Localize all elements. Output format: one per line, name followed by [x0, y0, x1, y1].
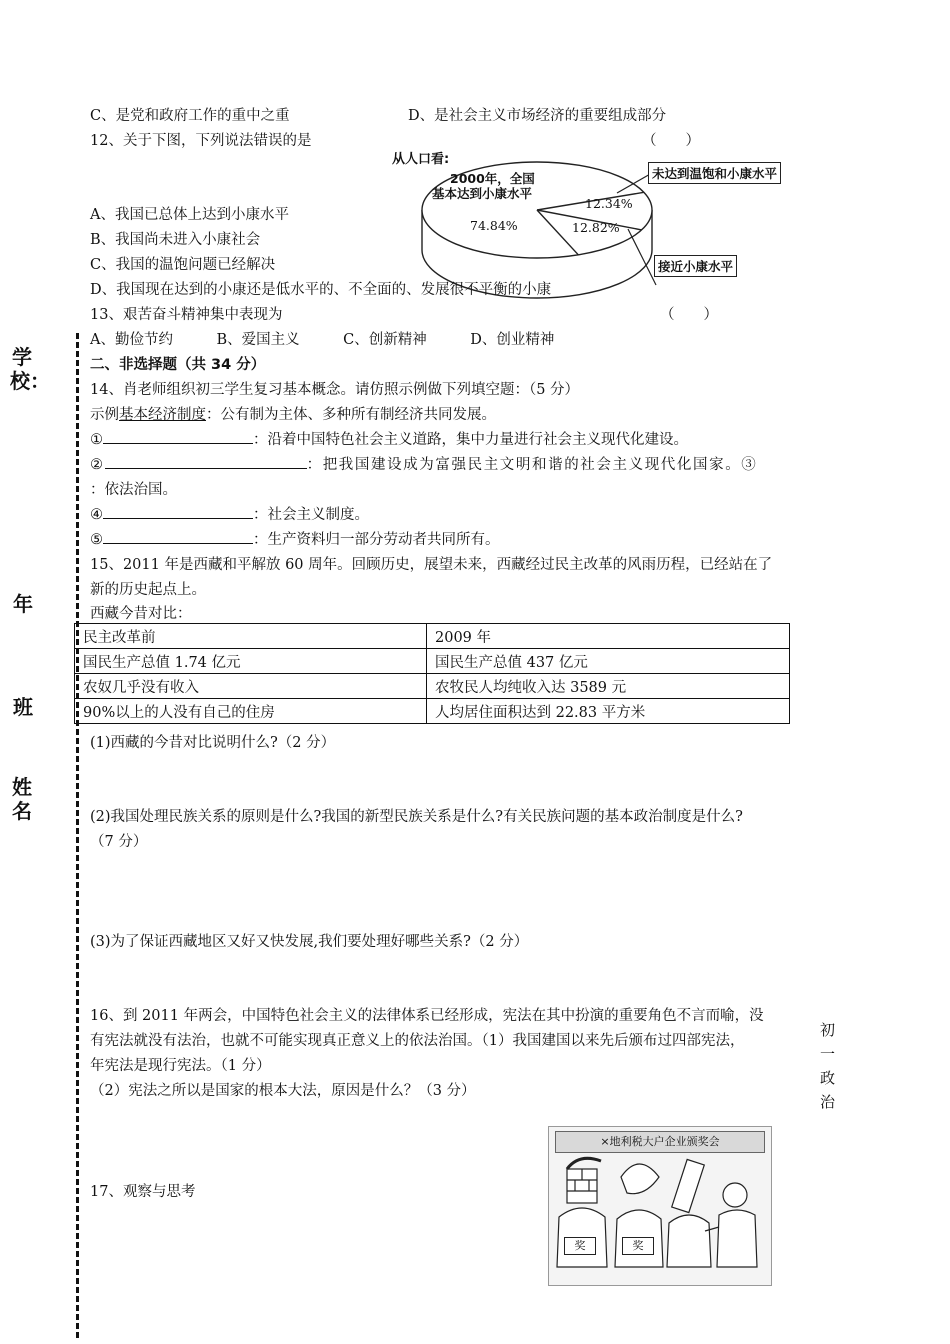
q15-stem-line-1: 15、2011 年是西藏和平解放 60 周年。回顾历史，展望未来，西藏经过民主改革的风雨历程，已经站在了	[90, 557, 773, 573]
pie-value-label: 74.84%	[470, 218, 518, 233]
q14-example-term: 基本经济制度	[119, 407, 206, 423]
q14-blank-1[interactable]	[103, 429, 253, 444]
table-cell: 90%以上的人没有自己的住房	[75, 699, 427, 724]
tibet-comparison-table	[74, 623, 790, 724]
right-margin-label	[820, 1018, 835, 1114]
q15-stem-line-2: 新的历史起点上。	[90, 582, 206, 598]
q14-example-def: ：公有制为主体、多种所有制经济共同发展。	[206, 407, 496, 423]
side-label-class: 班	[13, 695, 33, 719]
q14-item-5-mark: ⑤	[90, 532, 103, 548]
section2-title: 二、非选择题（共 34 分）	[90, 357, 266, 373]
q14-item-2-def: ：把我国建设成为富强民主文明和谐的社会主义现代化国家。③	[306, 457, 758, 473]
q14-item-3: ：依法治国。	[90, 482, 177, 498]
cartoon-badge-left-text: 奖	[574, 1239, 586, 1252]
pie-legend-1: 未达到温饱和小康水平	[648, 162, 781, 184]
side-label-grade: 年	[13, 592, 33, 616]
table-header-row	[75, 624, 790, 649]
q12-option-b: B、我国尚未进入小康社会	[90, 232, 261, 248]
q12-stem: 12、关于下图，下列说法错误的是	[90, 133, 312, 149]
q14-item-1	[90, 428, 688, 449]
q14-stem: 14、肖老师组织初三学生复习基本概念。请仿照示例做下列填空题：（5 分）	[90, 382, 580, 398]
side-label-name: 姓名	[12, 775, 32, 823]
q14-item-2	[90, 453, 757, 474]
q15-sub-2-line-1: (2)我国处理民族关系的原则是什么?我国的新型民族关系是什么?有关民族问题的基本政治制度是什么?	[90, 809, 743, 825]
q14-item-4-mark: ④	[90, 507, 103, 523]
cartoon-drawing	[549, 1127, 771, 1285]
cartoon-badge-mid	[622, 1237, 654, 1255]
right-margin-char: 治	[820, 1093, 836, 1111]
q14-blank-5[interactable]	[103, 529, 253, 544]
q14-blank-4[interactable]	[103, 504, 253, 519]
table-cell: 农牧民人均纯收入达 3589 元	[427, 674, 790, 699]
q15-sub-3: (3)为了保证西藏地区又好又快发展,我们要处理好哪些关系?（2 分）	[90, 934, 529, 950]
side-label-school: 学校：	[10, 345, 50, 393]
q12-option-d: D、我国现在达到的小康还是低水平的、不全面的、发展很不平衡的小康	[90, 282, 552, 298]
table-cell: 人均居住面积达到 22.83 平方米	[427, 699, 790, 724]
pie-value-label: 12.34%	[585, 196, 633, 211]
right-margin-char: 一	[820, 1045, 836, 1063]
table-row	[75, 699, 790, 724]
pie-value-label: 12.82%	[572, 220, 620, 235]
q14-item-2-mark: ②	[90, 457, 105, 473]
q16-line-3: 年宪法是现行宪法。（1 分）	[90, 1058, 271, 1074]
q11-option-d: D、是社会主义市场经济的重要组成部分	[408, 108, 667, 124]
pie-legend-2: 接近小康水平	[654, 255, 737, 277]
q14-item-4-def: ：社会主义制度。	[253, 507, 369, 523]
q12-option-c: C、我国的温饱问题已经解决	[90, 257, 276, 273]
q15-table-caption: 西藏今昔对比：	[90, 606, 192, 622]
pie-center-label-2: 基本达到小康水平	[432, 186, 533, 201]
q14-item-1-def: ：沿着中国特色社会主义道路，集中力量进行社会主义现代化建设。	[253, 432, 688, 448]
q14-blank-2[interactable]	[105, 454, 307, 469]
q16-line-2: 有宪法就没有法治，也就不可能实现真正意义上的依法治国。（1）我国建国以来先后颁布过四部宪法，	[90, 1033, 745, 1049]
q14-item-4	[90, 503, 369, 524]
cartoon-figure-4	[705, 1183, 757, 1267]
table-row	[75, 649, 790, 674]
q12-answer-paren: （ ）	[642, 133, 700, 149]
table-cell: 国民生产总值 437 亿元	[427, 649, 790, 674]
q14-item-5	[90, 528, 500, 549]
q16-sub-2: （2）宪法之所以是国家的根本大法，原因是什么？（3 分）	[90, 1083, 476, 1099]
q15-sub-2-line-2: （7 分）	[90, 834, 148, 850]
cartoon-badge-left	[564, 1237, 596, 1255]
cartoon-image	[548, 1126, 772, 1286]
right-margin-char: 初	[820, 1021, 836, 1039]
q12-option-a: A、我国已总体上达到小康水平	[90, 207, 289, 223]
right-margin-char: 政	[820, 1069, 836, 1087]
pie-center-label-1: 2000年，全国	[450, 171, 535, 186]
table-header-cell: 2009 年	[427, 624, 790, 649]
cartoon-figure-3	[667, 1159, 711, 1267]
table-cell: 农奴几乎没有收入	[75, 674, 427, 699]
q14-example-prefix: 示例	[90, 407, 119, 423]
q13-stem: 13、艰苦奋斗精神集中表现为	[90, 307, 283, 323]
pie-title: 从人口看:	[392, 152, 450, 167]
cartoon-title: ×地利税大户企业颁奖会	[600, 1135, 720, 1148]
q17-stem: 17、观察与思考	[90, 1184, 196, 1200]
table-header-cell: 民主改革前	[75, 624, 427, 649]
q14-item-1-mark: ①	[90, 432, 103, 448]
q14-example	[90, 403, 496, 424]
binding-dashed-line	[76, 333, 79, 1338]
q15-sub-1: (1)西藏的今昔对比说明什么?（2 分）	[90, 735, 336, 751]
q11-option-c: C、是党和政府工作的重中之重	[90, 108, 290, 124]
table-cell: 国民生产总值 1.74 亿元	[75, 649, 427, 674]
q13-answer-paren: （ ）	[660, 307, 718, 323]
cartoon-badge-mid-text: 奖	[632, 1239, 644, 1252]
q13-options: A、勤俭节约 B、爱国主义 C、创新精神 D、创业精神	[90, 332, 555, 348]
table-row	[75, 674, 790, 699]
q16-line-1: 16、到 2011 年两会，中国特色社会主义的法律体系已经形成，宪法在其中扮演的重要角色不言而喻，没	[90, 1008, 764, 1024]
q14-item-5-def: ：生产资料归一部分劳动者共同所有。	[253, 532, 500, 548]
